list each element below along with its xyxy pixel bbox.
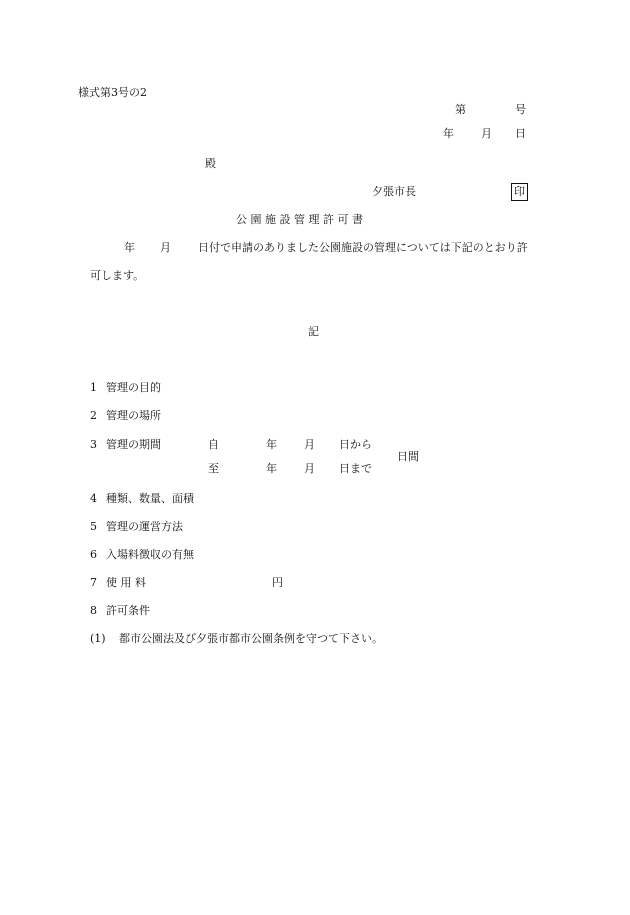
period-to: 至	[208, 462, 219, 475]
period-to-month: 月	[304, 462, 315, 475]
period-from-month: 月	[304, 438, 315, 451]
item-5-label: 管理の運営方法	[106, 520, 183, 533]
item-3-label: 管理の期間	[106, 438, 161, 451]
condition-1-number: (1)	[90, 632, 106, 645]
period-days: 日間	[397, 450, 419, 463]
item-6-number: 6	[90, 548, 97, 561]
item-7-yen: 円	[272, 576, 283, 589]
body-month: 月	[160, 241, 171, 254]
issuer-name: 夕張市長	[372, 185, 416, 198]
condition-1-text: 都市公園法及び夕張市都市公園条例を守つて下さい。	[119, 632, 383, 645]
item-4-label: 種類、数量、面積	[106, 492, 194, 505]
item-6-label: 入場料徴収の有無	[106, 548, 194, 561]
seal-stamp: 印	[511, 183, 528, 201]
addressee-dono: 殿	[205, 157, 216, 170]
period-from-year: 年	[266, 438, 277, 451]
item-2-number: 2	[90, 409, 97, 422]
ki-heading: 記	[308, 325, 319, 338]
date-year: 年	[443, 127, 454, 140]
body-line2: 可します。	[90, 269, 145, 282]
item-3-number: 3	[90, 438, 97, 451]
item-1-label: 管理の目的	[106, 381, 161, 394]
item-8-number: 8	[90, 604, 97, 617]
item-5-number: 5	[90, 520, 97, 533]
item-7-number: 7	[90, 576, 97, 589]
period-from-end: 日から	[339, 438, 372, 451]
period-to-year: 年	[266, 462, 277, 475]
date-day: 日	[515, 127, 526, 140]
item-2-label: 管理の場所	[106, 409, 161, 422]
document-title: 公 園 施 設 管 理 許 可 書	[236, 213, 363, 226]
number-go: 号	[515, 103, 526, 116]
item-8-label: 許可条件	[106, 604, 150, 617]
period-to-end: 日まで	[339, 462, 372, 475]
item-4-number: 4	[90, 492, 97, 505]
number-dai: 第	[455, 103, 466, 116]
date-month: 月	[481, 127, 492, 140]
item-1-number: 1	[90, 381, 97, 394]
body-line1: 日付で申請のありました公園施設の管理については下記のとおり許	[198, 241, 528, 254]
form-number: 様式第3号の2	[78, 86, 147, 99]
body-year: 年	[124, 241, 135, 254]
period-from: 自	[208, 438, 219, 451]
item-7-label: 使 用 料	[106, 576, 146, 589]
